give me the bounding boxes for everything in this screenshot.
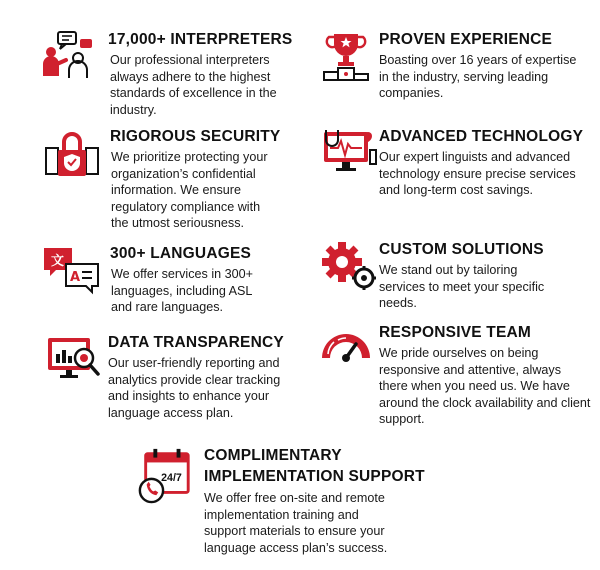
feature-description: We prioritize protecting your organization’s confidential information. We ensure regulatory compliance with the utmost seriousness. — [111, 150, 268, 231]
feature-title: PROVEN EXPERIENCE — [379, 31, 553, 48]
feature-description: Boasting over 16 years of expertise in the industry, serving leading companies. — [379, 53, 577, 101]
gears-icon — [320, 240, 380, 292]
feature-security — [0, 120, 300, 240]
feature-transparency — [0, 330, 300, 430]
feature-title: RESPONSIVE TEAM — [379, 324, 531, 341]
feature-technology — [300, 120, 600, 230]
feature-title: 300+ LANGUAGES — [110, 245, 252, 262]
feature-languages — [0, 240, 300, 330]
feature-description: Our user-friendly reporting and analytics provide clear tracking and insights to enhance your language access plan. — [108, 356, 281, 420]
feature-custom — [300, 230, 600, 320]
monitor-chart-magnifier-icon — [46, 334, 106, 386]
feature-description: We pride ourselves on being responsive and attentive, always there when you need us. We have around the clock availability and client support. — [379, 346, 591, 427]
feature-description: We offer free on-site and remote implementation training and support materials to ensure your language access plan’s success. — [204, 491, 388, 555]
feature-title: 17,000+ INTERPRETERS — [108, 31, 293, 48]
feature-responsive — [300, 320, 600, 435]
availability-badge: 24/7 — [161, 471, 182, 484]
translation-bubbles-icon — [42, 246, 102, 298]
feature-title: COMPLIMENTARY IMPLEMENTATION SUPPORT — [204, 447, 425, 485]
padlock-shield-icon — [42, 130, 102, 182]
feature-experience — [300, 0, 600, 120]
feature-description: Our expert linguists and advanced technology ensure precise services and long-term cost savings. — [379, 150, 576, 198]
feature-description: Our professional interpreters always adhere to the highest standards of excellence in the industry. — [110, 53, 277, 117]
feature-description: We stand out by tailoring services to meet your specific needs. — [379, 263, 545, 311]
feature-title: CUSTOM SOLUTIONS — [379, 241, 544, 258]
chat-people-icon — [42, 30, 102, 82]
feature-title: ADVANCED TECHNOLOGY — [379, 128, 584, 145]
svg-text:文: 文 — [51, 254, 65, 269]
monitor-stethoscope-icon — [320, 126, 380, 178]
svg-text:A: A — [70, 270, 81, 285]
feature-description: We offer services in 300+ languages, including ASL and rare languages. — [111, 267, 253, 315]
speedometer-icon — [318, 324, 378, 376]
feature-title: DATA TRANSPARENCY — [108, 334, 284, 351]
calendar-phone-icon — [136, 446, 194, 504]
feature-implementation — [0, 440, 600, 570]
feature-title: RIGOROUS SECURITY — [110, 128, 281, 145]
feature-interpreters — [0, 0, 300, 120]
trophy-podium-icon — [320, 30, 380, 82]
